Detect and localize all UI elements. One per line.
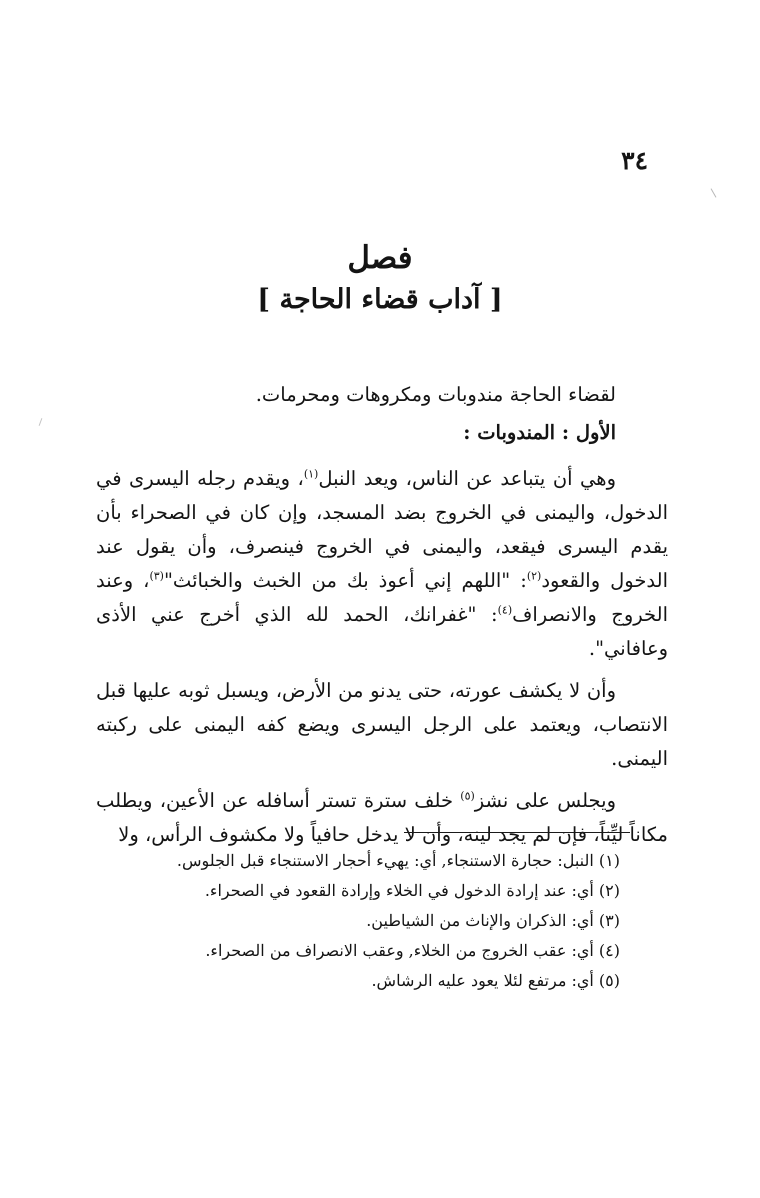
paragraph-1-text-c: : "اللهم إني أعوذ بك من الخبث والخبائث" [163, 569, 527, 592]
subheading-recommended: الأول : المندوبات : [463, 421, 616, 444]
paragraph-2: وأن لا يكشف عورته، حتى يدنو من الأرض، ويسبل ثوبه عليها قبل الانتصاب، ويعتمد على الرجل اليسرى ويضع كفه اليمنى على ركبته اليمنى. [96, 679, 668, 770]
footnote-ref-3: (٣) [149, 569, 164, 583]
footnote-5: (٥) أي: مرتفع لئلا يعود عليه الرشاش. [371, 971, 620, 990]
section-heading: فصل [347, 240, 413, 276]
scan-speck [39, 418, 43, 426]
paragraph-3-text-b: خلف سترة تستر أسافله عن الأعين، ويطلب مكاناً ليِّناً، فإن لم يجد لينه، وأن لا يدخل حافياً ولا مكشوف الرأس، ولا [96, 789, 668, 846]
footnote-4: (٤) أي: عقب الخروج من الخلاء, وعقب الانصراف من الصحراء. [205, 941, 620, 960]
footnote-2: (٢) أي: عند إرادة الدخول في الخلاء وإرادة القعود في الصحراء. [204, 881, 620, 900]
paragraph-3-text-a: ويجلس على نشز [474, 789, 616, 812]
paragraph-3 [96, 784, 668, 852]
footnote-ref-5: (٥) [460, 789, 475, 803]
intro-paragraph: لقضاء الحاجة مندوبات ومكروهات ومحرمات. [255, 383, 616, 406]
footnote-3: (٣) أي: الذكران والإناث من الشياطين. [366, 911, 620, 930]
footnotes [100, 846, 620, 996]
footnote-ref-4: (٤) [497, 603, 513, 617]
body-text [96, 378, 668, 860]
paragraph-1-text-d: ، وعند الخروج والانصراف [96, 569, 668, 626]
footnote-1: (١) النبل: حجارة الاستنجاء, أي: يهيء أحجار الاستنجاء قبل الجلوس. [176, 851, 620, 870]
footnote-ref-2: (٢) [526, 569, 542, 583]
paragraph-1-text-e: : "غفرانك، الحمد لله الذي أخرج عني الأذى وعافاني". [96, 603, 668, 660]
chapter-title: [ آداب قضاء الحاجة ] [257, 284, 503, 315]
scan-speck [711, 188, 717, 197]
paragraph-1-text-a: وهي أن يتباعد عن الناس، ويعد النبل [318, 467, 616, 490]
paragraph-1-text-b: ، ويقدم رجله اليسرى في الدخول، واليمنى في الخروج بضد المسجد، وإن كان في الصحراء بأن يقدم اليسرى فيقعد، واليمنى في الخروج فينصرف، وأن يقول عند الدخول والقعود [96, 467, 668, 592]
paragraph-1 [96, 462, 668, 666]
page-number: ٣٤ [621, 146, 648, 175]
footnote-separator [404, 832, 630, 833]
footnote-ref-1: (١) [303, 467, 319, 481]
